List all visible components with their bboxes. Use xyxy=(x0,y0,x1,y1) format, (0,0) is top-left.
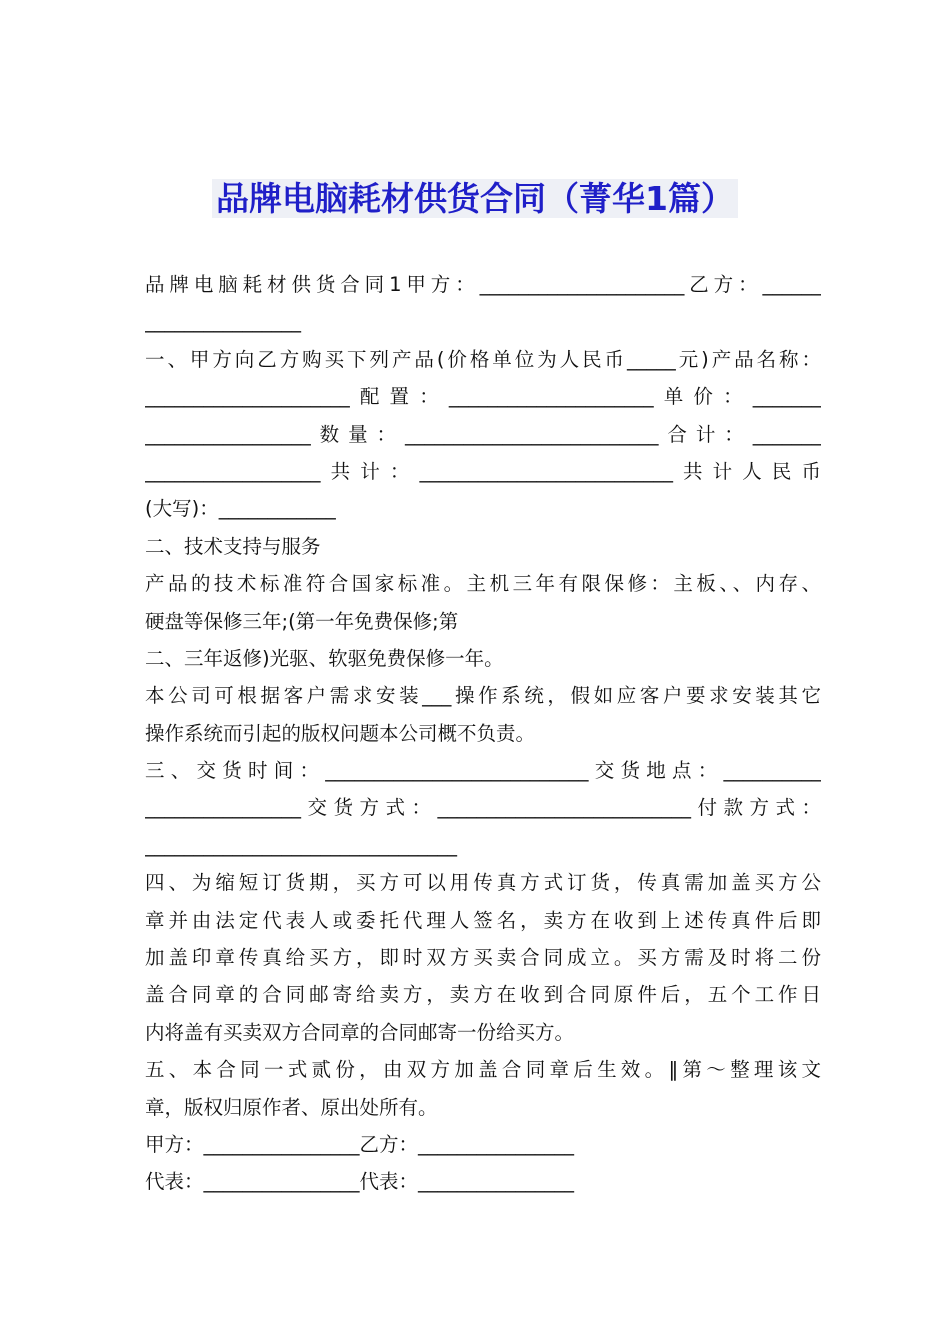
text-line: 加盖印章传真给买方，即时双方买卖合同成立。买方需及时将二份 xyxy=(145,946,821,970)
text-line: 五、本合同一式贰份，由双方加盖合同章后生效。‖第～整理该文 xyxy=(145,1058,821,1082)
text-line: 盖合同章的合同邮寄给卖方，卖方在收到合同原件后，五个工作日 xyxy=(145,983,821,1007)
contract-body xyxy=(145,266,821,1201)
text-line: _________________数量：__________________________合计：_______ xyxy=(145,422,821,446)
text-line: 产品的技术标准符合国家标准。主机三年有限保修：主板、、内存、 xyxy=(145,572,821,596)
text-line: 一、甲方向乙方购买下列产品(价格单位为人民币_____元)产品名称： xyxy=(145,347,821,371)
text-line: 四、为缩短订货期，买方可以用传真方式订货，传真需加盖买方公 xyxy=(145,871,821,895)
text-line: __________________共计：__________________________共计人民币 xyxy=(145,459,821,483)
text-line: (大写)：____________ xyxy=(145,497,336,521)
text-line: 二、三年返修)光驱、软驱免费保修一年。 xyxy=(145,646,504,670)
signature-line-representative: 代表：________________代表：________________ xyxy=(145,1170,575,1194)
text-line: ________________交货方式：__________________________付款方式： xyxy=(145,796,821,820)
document-title-text: 品牌电脑耗材供货合同（菁华1篇） xyxy=(212,179,738,218)
text-line: ________________ xyxy=(145,310,301,334)
text-line: 本公司可根据客户需求安装___操作系统，假如应客户要求安装其它 xyxy=(145,684,821,708)
text-line: 硬盘等保修三年;(第一年免费保修;第 xyxy=(145,609,459,633)
text-line: 三、交货时间：___________________________交货地点：__________ xyxy=(145,759,821,783)
text-line: _____________________配置：_____________________单价：_______ xyxy=(145,385,821,409)
signature-line-party: 甲方：________________乙方：________________ xyxy=(145,1132,575,1156)
text-line: 章并由法定代表人或委托代理人签名，卖方在收到上述传真件后即 xyxy=(145,908,821,932)
text-line: 章，版权归原作者、原出处所有。 xyxy=(145,1095,438,1119)
text-line: 内将盖有买卖双方合同章的合同邮寄一份给买方。 xyxy=(145,1020,575,1044)
text-line: 二、技术支持与服务 xyxy=(145,534,321,558)
text-line: 品牌电脑耗材供货合同1甲方：_____________________乙方：______ xyxy=(145,273,821,296)
document-title xyxy=(0,176,950,222)
text-line: 操作系统而引起的版权问题本公司概不负责。 xyxy=(145,721,536,745)
text-line: ________________________________ xyxy=(145,833,457,857)
